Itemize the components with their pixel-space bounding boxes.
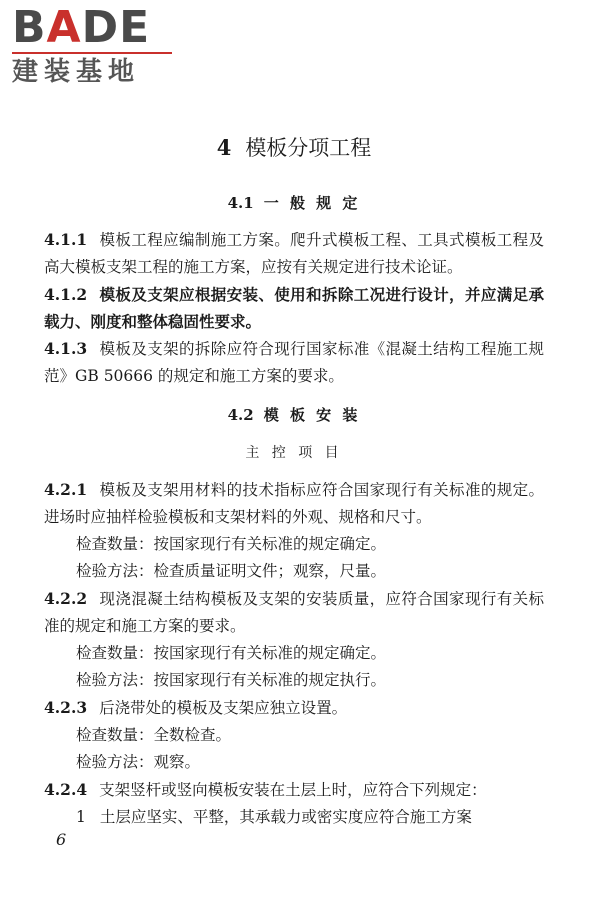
logo-letters-de: DE <box>81 2 151 53</box>
clause <box>44 694 544 722</box>
subsection-heading: 主 控 项 目 <box>245 445 343 461</box>
logo-wordmark <box>12 2 177 53</box>
document-body <box>44 128 544 831</box>
list-item-number: 1 <box>76 808 86 826</box>
clause-number: 4.2.2 <box>44 589 88 608</box>
clause-text: 支架竖杆或竖向模板安装在土层上时，应符合下列规定： <box>99 781 487 799</box>
check-method: 检验方法：观察。 <box>76 753 201 771</box>
page-number: 6 <box>56 830 67 849</box>
check-quantity: 检查数量：按国家现行有关标准的规定确定。 <box>76 644 387 662</box>
list-item-text: 土层应坚实、平整，其承载力或密实度应符合施工方案 <box>99 808 472 826</box>
section-title <box>44 188 544 218</box>
clause-text: 现浇混凝土结构模板及支架的安装质量，应符合国家现行有关标准的规定和施工方案的要求。 <box>44 590 544 635</box>
logo-letter-b: B <box>12 2 47 53</box>
clause-text: 模板及支架的拆除应符合现行国家标准《混凝土结构工程施工规范》GB 50666 的规定和施工方案的要求。 <box>44 340 544 385</box>
list-item <box>44 804 544 831</box>
clause <box>44 476 544 531</box>
check-method: 检验方法：检查质量证明文件；观察，尺量。 <box>76 562 387 580</box>
chapter-title <box>44 128 544 168</box>
clause-number: 4.2.3 <box>44 698 88 717</box>
clause <box>44 335 544 390</box>
clause-text: 模板及支架用材料的技术指标应符合国家现行有关标准的规定。进场时应抽样检验模板和支架材料的外观、规格和尺寸。 <box>44 481 544 526</box>
check-method: 检验方法：按国家现行有关标准的规定执行。 <box>76 671 387 689</box>
clause-text: 模板及支架应根据安装、使用和拆除工况进行设计，并应满足承载力、刚度和整体稳固性要求。 <box>44 285 544 331</box>
clause-number: 4.1.1 <box>44 230 88 249</box>
clause-number: 4.2.1 <box>44 480 88 499</box>
section-number: 4.1 <box>227 194 254 212</box>
chapter-title-text: 模板分项工程 <box>245 136 372 160</box>
clause <box>44 585 544 640</box>
logo-letter-a: A <box>46 2 82 53</box>
clause <box>44 776 544 804</box>
check-quantity: 检查数量：按国家现行有关标准的规定确定。 <box>76 535 387 553</box>
clause <box>44 226 544 281</box>
section-number: 4.2 <box>227 406 254 424</box>
logo-chinese-name: 建装基地 <box>12 57 141 87</box>
clause-text: 模板工程应编制施工方案。爬升式模板工程、工具式模板工程及高大模板支架工程的施工方案，应按有关规定进行技术论证。 <box>44 231 544 276</box>
check-quantity: 检查数量：全数检查。 <box>76 726 232 744</box>
clause-text: 后浇带处的模板及支架应独立设置。 <box>99 699 348 717</box>
clause-number: 4.1.3 <box>44 339 88 358</box>
section-title-text: 一 般 规 定 <box>263 194 361 212</box>
clause-number: 4.1.2 <box>44 285 88 304</box>
chapter-number: 4 <box>216 135 232 160</box>
logo <box>12 2 177 87</box>
section-title-text: 模 板 安 装 <box>263 406 361 424</box>
section-title <box>44 400 544 430</box>
clause <box>44 281 544 335</box>
clause-number: 4.2.4 <box>44 780 88 799</box>
